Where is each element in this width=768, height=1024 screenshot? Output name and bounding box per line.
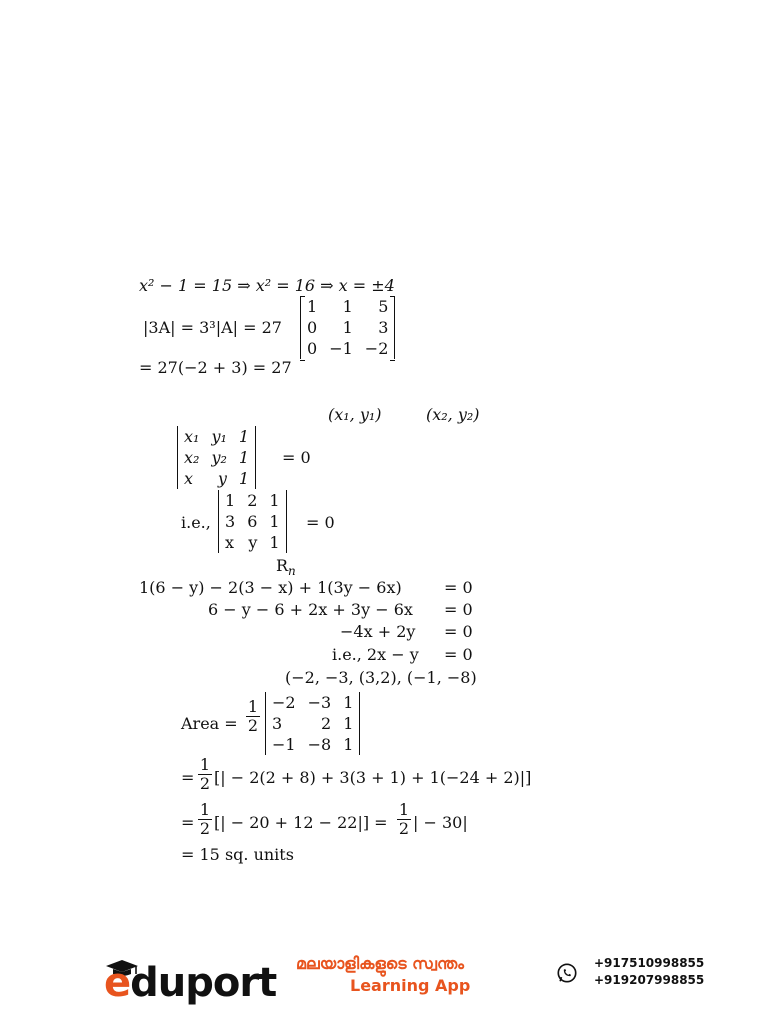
matrix-cell: 2 [321,714,332,733]
tagline-learning-app: Learning App [350,976,471,995]
matrix-row [178,468,255,489]
matrix-cell: x₁ [184,427,200,446]
area-step-1: [| − 2(2 + 8) + 3(3 + 1) + 1(−24 + 2)|] [214,768,532,787]
area-label: Area = [181,714,238,733]
matrix-cell: y [248,533,258,552]
area-final: = 15 sq. units [181,845,294,864]
point-1-label: (x₁, y₁) [328,405,382,424]
matrix-cell: 1 [343,714,354,733]
determinant-substituted [218,490,287,553]
fraction-half-2: 1 2 [199,755,211,793]
expansion-line-4: i.e., 2x − y [332,645,419,664]
matrix-cell: 1 [238,469,250,488]
matrix-cell: 1 [238,448,250,467]
matrix-cell: −3 [307,693,332,712]
ie-label-1: i.e., [181,513,211,532]
matrix-cell: 1 [269,512,280,531]
whatsapp-icon [556,962,578,984]
matrix-cell: 1 [342,318,353,337]
expansion-line-4-rhs: = 0 [444,645,473,664]
phone-number-1[interactable]: +917510998855 [594,956,705,970]
matrix-cell: 1 [343,735,354,754]
equation-result-27: = 27(−2 + 3) = 27 [139,358,292,377]
fraction-half-4: 1 2 [398,800,410,838]
expansion-line-3: −4x + 2y [340,622,416,641]
matrix-cell: −1 [272,735,296,754]
determinant-line-equation [177,426,256,489]
triangle-points: (−2, −3, (3,2), (−1, −8) [285,668,477,687]
matrix-row [178,426,255,447]
determinant-area [265,692,360,755]
matrix-cell: 5 [378,297,389,316]
logo-e: e [104,960,131,1006]
matrix-cell: −2 [364,339,389,358]
matrix-row [178,447,255,468]
matrix-cell: x₂ [184,448,200,467]
matrix-cell: 1 [269,533,280,552]
area-step-1-eq: = [181,768,195,787]
matrix-cell: y [217,469,227,488]
expansion-line-1: 1(6 − y) − 2(3 − x) + 1(3y − 6x) [139,578,402,597]
equals-zero-1: = 0 [282,448,311,467]
matrix-row [219,490,286,511]
matrix-row [266,692,359,713]
matrix-a [300,296,395,359]
matrix-row [266,734,359,755]
equation-det-3a: |3A| = 3³|A| = 27 [143,318,282,337]
point-2-label: (x₂, y₂) [426,405,480,424]
matrix-cell: 3 [378,318,389,337]
matrix-cell: y₁ [211,427,227,446]
fraction-half-1: 1 2 [247,697,259,735]
area-step-2-result: | − 30| [413,813,468,832]
row-op-label: $R_n$ [276,556,296,579]
matrix-row [301,296,394,317]
matrix-row [301,338,394,359]
matrix-cell: −1 [329,339,353,358]
expansion-line-3-rhs: = 0 [444,622,473,641]
matrix-cell: 1 [342,297,353,316]
matrix-cell: 0 [307,318,318,337]
tagline-malayalam: മലയാളികളുടെ സ്വന്തം [296,954,464,973]
matrix-cell: 0 [307,339,318,358]
matrix-cell: x [184,469,194,488]
expansion-line-1-rhs: = 0 [444,578,473,597]
equation-x-squared: x² − 1 = 15 ⇒ x² = 16 ⇒ x = ±4 [139,276,395,295]
matrix-cell: 6 [247,512,258,531]
eduport-logo [104,954,277,1006]
matrix-cell: y₂ [211,448,227,467]
footer [0,940,768,1020]
matrix-cell: 1 [343,693,354,712]
area-step-2-eq: = [181,813,195,832]
matrix-cell: 2 [247,491,258,510]
matrix-cell: 1 [269,491,280,510]
matrix-cell: −2 [272,693,296,712]
logo-rest: duport [130,960,277,1006]
equals-zero-2: = 0 [306,513,335,532]
matrix-row [219,511,286,532]
area-step-2: [| − 20 + 12 − 22|] = [214,813,388,832]
fraction-half-3: 1 2 [199,800,211,838]
matrix-cell: 1 [238,427,250,446]
expansion-line-2: 6 − y − 6 + 2x + 3y − 6x [208,600,413,619]
matrix-cell: −8 [307,735,332,754]
matrix-row [219,532,286,553]
phone-number-2[interactable]: +919207998855 [594,973,705,987]
matrix-row [301,317,394,338]
matrix-cell: 1 [225,491,236,510]
matrix-row [266,713,359,734]
matrix-cell: 1 [307,297,318,316]
expansion-line-2-rhs: = 0 [444,600,473,619]
matrix-cell: x [225,533,235,552]
matrix-cell: 3 [225,512,236,531]
matrix-cell: 3 [272,714,283,733]
